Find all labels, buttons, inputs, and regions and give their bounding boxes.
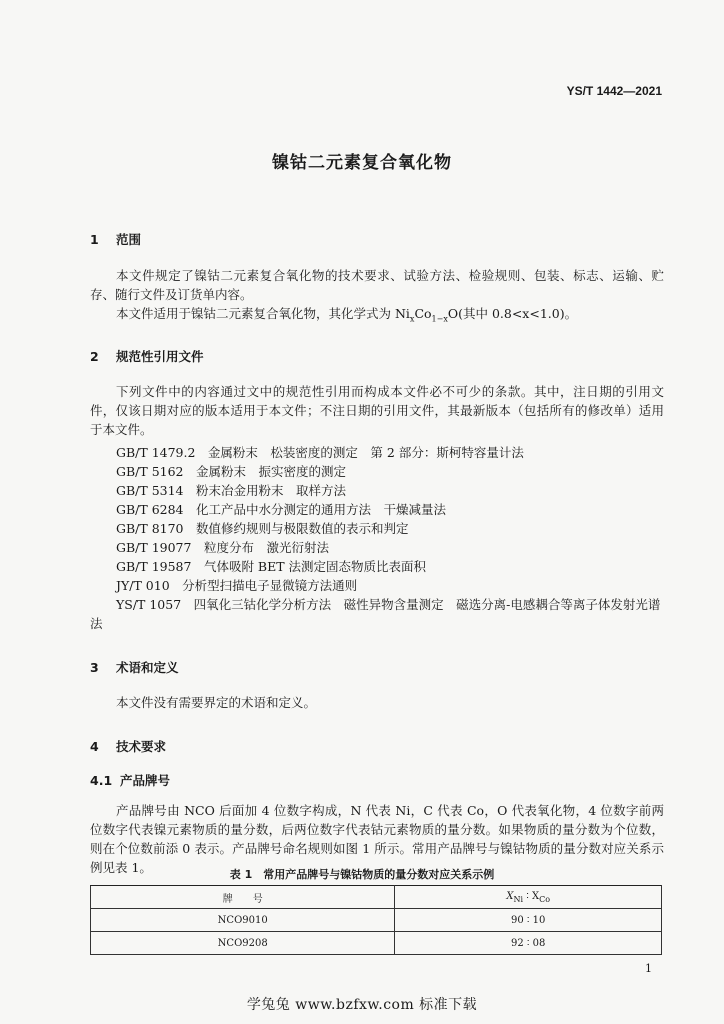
- reference-item: YS/T 1057 四氧化三钴化学分析方法 磁性异物含量测定 磁选分离-电感耦合等离子体发射光谱法: [90, 597, 661, 631]
- ratio-sub-ni: Ni: [513, 894, 524, 904]
- subsection-title: 产品牌号: [120, 773, 171, 788]
- ratio-separator: ∶ X: [523, 890, 540, 902]
- reference-item: GB/T 19587 气体吸附 BET 法测定固态物质比表面积: [116, 559, 427, 574]
- reference-item: GB/T 6284 化工产品中水分测定的通用方法 干燥减量法: [116, 502, 447, 517]
- formula-text-post: O(其中 0.8<x<1.0)。: [447, 306, 578, 321]
- section-2-intro: 下列文件中的内容通过文中的规范性引用而构成本文件必不可少的条款。其中，注日期的引用文件，仅该日期对应的版本适用于本文件；不注日期的引用文件，其最新版本（包括所有的修改单）适用于本文件。: [90, 384, 664, 437]
- table-row: [91, 932, 662, 955]
- cell-ratio: 90 ∶ 10: [395, 909, 662, 932]
- ratio-sub-co: Co: [539, 894, 551, 904]
- section-title: 术语和定义: [116, 660, 179, 675]
- column-header-ratio: [395, 886, 662, 909]
- formula-sub-1-x: 1−x: [431, 314, 448, 324]
- cell-grade: NCO9208: [91, 932, 395, 955]
- document-title: 镍钴二元素复合氧化物: [272, 153, 452, 173]
- section-title: 规范性引用文件: [116, 349, 204, 364]
- standard-number: YS/T 1442—2021: [566, 84, 662, 98]
- section-1-heading: [90, 230, 141, 248]
- formula-text-pre: 本文件适用于镍钴二元素复合氧化物，其化学式为 Ni: [116, 306, 410, 321]
- ratio-symbol-a: X: [506, 890, 514, 902]
- formula-sub-x: x: [409, 314, 415, 324]
- section-1-paragraph-2: [90, 304, 664, 329]
- table-header-row: [91, 886, 662, 909]
- column-header-grade: 牌 号: [91, 886, 395, 909]
- reference-item: GB/T 5314 粉末冶金用粉末 取样方法: [116, 483, 347, 498]
- section-4-heading: [90, 737, 166, 755]
- table-1: [90, 885, 662, 955]
- reference-item: GB/T 5162 金属粉末 振实密度的测定: [116, 464, 347, 479]
- subsection-number: 4.1: [90, 773, 113, 788]
- section-number: 2: [90, 349, 99, 364]
- section-1-paragraph-1: 本文件规定了镍钴二元素复合氧化物的技术要求、试验方法、检验规则、包装、标志、运输、贮存、随行文件及订货单内容。: [90, 268, 664, 302]
- section-title: 技术要求: [116, 739, 167, 754]
- reference-item: GB/T 1479.2 金属粉末 松装密度的测定 第 2 部分：斯柯特容量计法: [116, 445, 524, 460]
- cell-grade: NCO9010: [91, 909, 395, 932]
- reference-item: JY/T 010 分析型扫描电子显微镜方法通则: [116, 578, 358, 593]
- subsection-4-1-paragraph: 产品牌号由 NCO 后面加 4 位数字构成，N 代表 Ni，C 代表 Co，O 代表氧化物，4 位数字前两位数字代表镍元素物质的量分数，后两位数字代表钴元素物质的量分数。如果物质的量分数为个位数，则在个位数前添 0 表示。产品牌号命名规则如图 1 所示。常用产品牌号与镍钴物质的量分数对应关系示例见表 1。: [90, 803, 664, 875]
- cell-ratio: 92 ∶ 08: [395, 932, 662, 955]
- reference-item: GB/T 8170 数值修约规则与极限数值的表示和判定: [116, 521, 409, 536]
- section-title: 范围: [116, 232, 142, 247]
- section-3-heading: [90, 658, 179, 676]
- section-number: 3: [90, 660, 99, 675]
- formula-text-co: Co: [414, 306, 432, 321]
- section-3-paragraph: 本文件没有需要界定的术语和定义。: [116, 695, 317, 710]
- section-number: 1: [90, 232, 99, 247]
- page-number: 1: [645, 962, 652, 975]
- table-row: [91, 909, 662, 932]
- table-caption: 表 1 常用产品牌号与镍钴物质的量分数对应关系示例: [229, 868, 495, 881]
- reference-item: GB/T 19077 粒度分布 激光衍射法: [116, 540, 329, 555]
- section-2-heading: [90, 347, 204, 365]
- subsection-4-1-heading: [90, 771, 170, 789]
- section-number: 4: [90, 739, 99, 754]
- download-watermark[interactable]: 学兔兔 www.bzfxw.com 标准下载: [246, 997, 478, 1013]
